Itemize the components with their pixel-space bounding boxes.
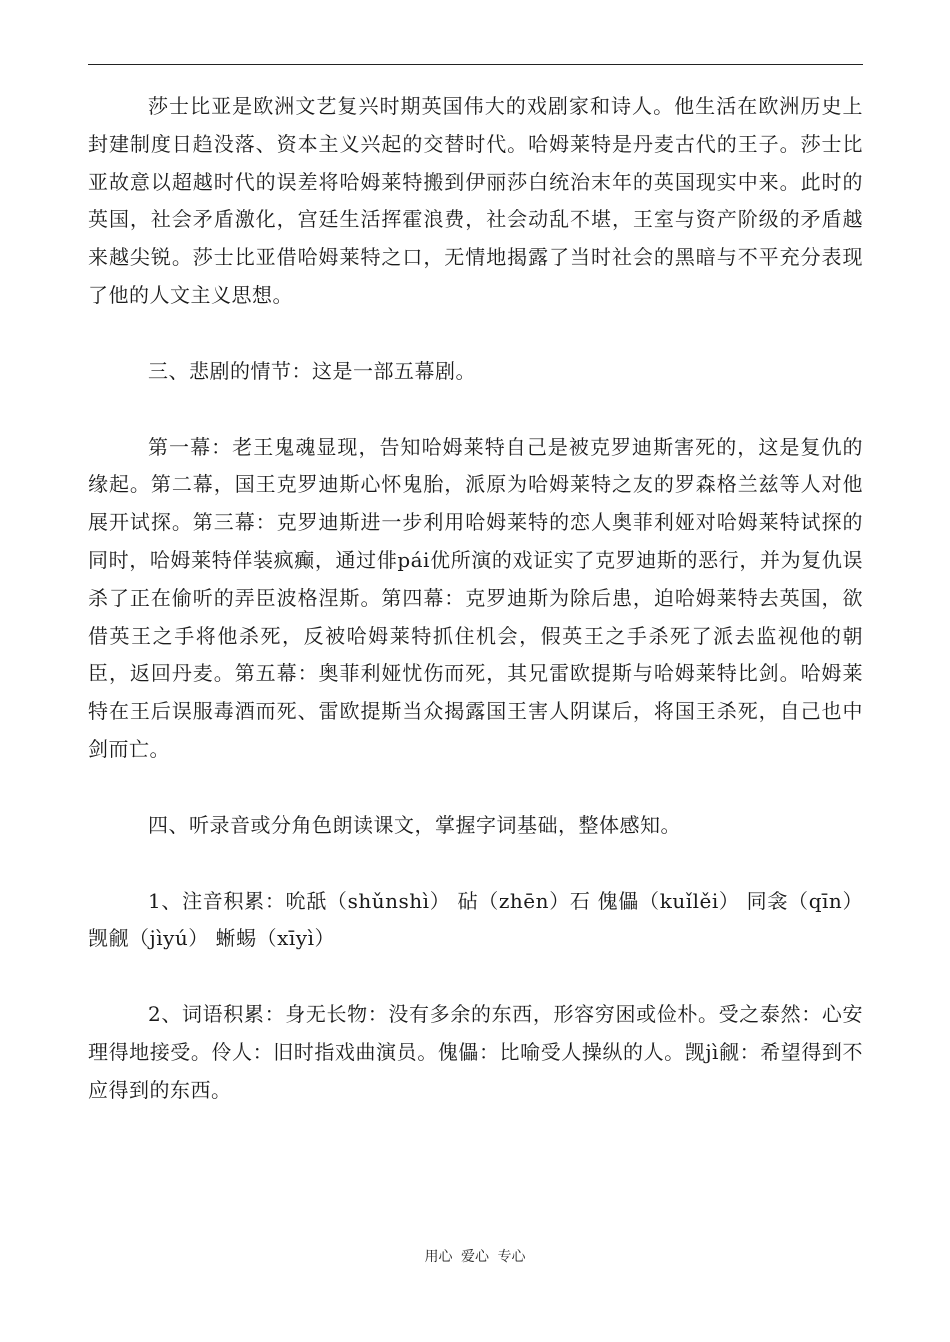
paragraph-pronunciation: 1、注音积累：吮舐（shǔnshì） 砧（zhēn）石 傀儡（kuǐlěi） 同衾（qīn） 觊觎（jìyú） 蜥蜴（xīyì） [88, 888, 863, 951]
paragraph-acts: 第一幕：老王鬼魂显现，告知哈姆莱特自己是被克罗迪斯害死的，这是复仇的缘起。第二幕，国王克罗迪斯心怀鬼胎，派原为哈姆莱特之友的罗森格兰兹等人对他展开试探。第三幕：克罗迪斯进一步利用哈姆莱特的恋人奥菲利娅对哈姆莱特试探的同时，哈姆莱特佯装疯癫，通过俳pái优所演的戏证实了克罗迪斯的恶行，并为复仇误杀了正在偷听的弄臣波格涅斯。第四幕：克罗迪斯为除后患，迫哈姆莱特去英国，欲借英王之手将他杀死，反被哈姆莱特抓住机会，假英王之手杀死了派去监视他的朝臣，返回丹麦。第五幕：奥菲利娅忧伤而死，其兄雷欧提斯与哈姆莱特比剑。哈姆莱特在王后误服毒酒而死、雷欧提斯当众揭露国王害人阴谋后，将国王杀死，自己也中剑而亡。 [88, 434, 863, 761]
page-footer: 用心 爱心 专心 [424, 1249, 526, 1265]
paragraph-vocabulary: 2、词语积累：身无长物：没有多余的东西，形容穷困或俭朴。受之泰然：心安理得地接受。伶人：旧时指戏曲演员。傀儡：比喻受人操纵的人。觊jì觎：希望得到不应得到的东西。 [88, 1002, 863, 1102]
paragraph-shakespeare-intro: 莎士比亚是欧洲文艺复兴时期英国伟大的戏剧家和诗人。他生活在欧洲历史上封建制度日趋没落、资本主义兴起的交替时代。哈姆莱特是丹麦古代的王子。莎士比亚故意以超越时代的误差将哈姆莱特搬到伊丽莎白统治末年的英国现实中来。此时的英国，社会矛盾激化，宫廷生活挥霍浪费，社会动乱不堪，王室与资产阶级的矛盾越来越尖锐。莎士比亚借哈姆莱特之口，无情地揭露了当时社会的黑暗与不平充分表现了他的人文主义思想。 [88, 94, 863, 307]
document-body [88, 88, 863, 1110]
heading-plot: 三、悲剧的情节：这是一部五幕剧。 [148, 358, 476, 383]
header-rule [88, 64, 863, 65]
heading-reading: 四、听录音或分角色朗读课文，掌握字词基础，整体感知。 [148, 812, 681, 837]
